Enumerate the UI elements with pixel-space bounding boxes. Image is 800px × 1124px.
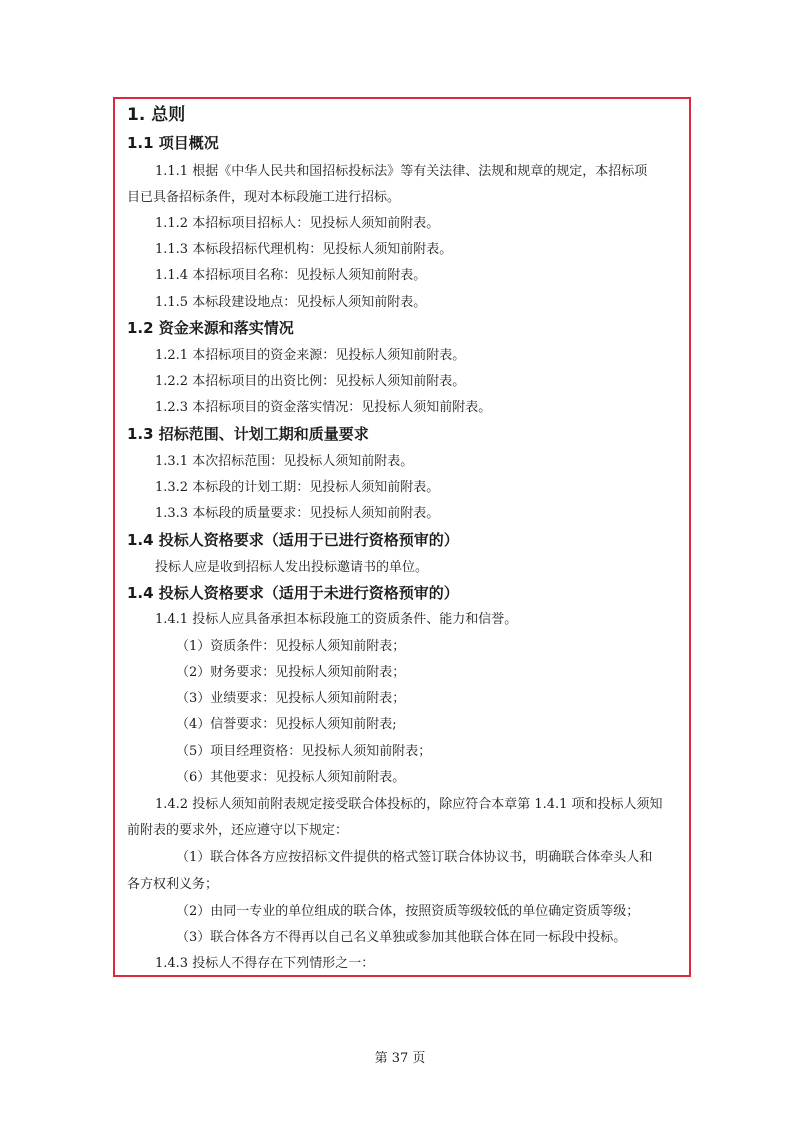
paragraph-1-4-2-line1: 1.4.2 投标人须知前附表规定接受联合体投标的，除应符合本章第 1.4.1 项和投标人须知 <box>155 797 663 812</box>
subsection-title-1-3: 1.3 招标范围、计划工期和质量要求 <box>127 425 369 443</box>
paragraph-1-4-3: 1.4.3 投标人不得存在下列情形之一： <box>155 956 375 971</box>
consortium-rule-3: （3）联合体各方不得再以自己名义单独或参加其他联合体在同一标段中投标。 <box>176 930 627 945</box>
subsection-title-1-2: 1.2 资金来源和落实情况 <box>127 319 294 337</box>
list-item: （2）财务要求：见投标人须知前附表； <box>176 665 406 680</box>
paragraph-1-2-3: 1.2.3 本招标项目的资金落实情况：见投标人须知前附表。 <box>155 400 492 415</box>
list-item: （4）信誉要求：见投标人须知前附表; <box>176 717 397 732</box>
list-item: （5）项目经理资格：见投标人须知前附表； <box>176 744 432 759</box>
paragraph-1-1-1-line2: 目已具备招标条件，现对本标段施工进行招标。 <box>127 190 401 205</box>
subsection-title-1-4-prequalified: 1.4 投标人资格要求（适用于已进行资格预审的） <box>127 531 459 549</box>
paragraph-1-4-prequalified: 投标人应是收到招标人发出投标邀请书的单位。 <box>155 560 429 575</box>
paragraph-1-2-2: 1.2.2 本招标项目的出资比例：见投标人须知前附表。 <box>155 374 466 389</box>
page-number: 第 37 页 <box>374 1051 426 1066</box>
paragraph-1-1-3: 1.1.3 本标段招标代理机构：见投标人须知前附表。 <box>155 242 453 257</box>
consortium-rule-1-line2: 各方权利义务； <box>127 877 219 892</box>
list-item: （6）其他要求：见投标人须知前附表。 <box>176 770 406 785</box>
subsection-title-1-4-not-prequalified: 1.4 投标人资格要求（适用于未进行资格预审的） <box>127 584 459 602</box>
paragraph-1-3-1: 1.3.1 本次招标范围：见投标人须知前附表。 <box>155 454 414 469</box>
paragraph-1-1-5: 1.1.5 本标段建设地点：见投标人须知前附表。 <box>155 295 427 310</box>
paragraph-1-4-2-line2: 前附表的要求外，还应遵守以下规定： <box>127 823 349 838</box>
consortium-rule-1-line1: （1）联合体各方应按招标文件提供的格式签订联合体协议书，明确联合体牵头人和 <box>176 850 653 865</box>
list-item: （1）资质条件：见投标人须知前附表； <box>176 639 406 654</box>
consortium-rule-2: （2）由同一专业的单位组成的联合体，按照资质等级较低的单位确定资质等级； <box>176 904 640 919</box>
section-heading: 1. 总则 <box>127 105 186 125</box>
subsection-title-1-1: 1.1 项目概况 <box>127 134 219 152</box>
paragraph-1-1-2: 1.1.2 本招标项目招标人：见投标人须知前附表。 <box>155 216 440 231</box>
paragraph-1-1-4: 1.1.4 本招标项目名称：见投标人须知前附表。 <box>155 268 427 283</box>
paragraph-1-3-2: 1.3.2 本标段的计划工期：见投标人须知前附表。 <box>155 480 440 495</box>
list-item: （3）业绩要求：见投标人须知前附表； <box>176 691 406 706</box>
paragraph-1-4-1: 1.4.1 投标人应具备承担本标段施工的资质条件、能力和信誉。 <box>155 612 518 627</box>
paragraph-1-1-1-line1: 1.1.1 根据《中华人民共和国招标投标法》等有关法律、法规和规章的规定，本招标项 <box>155 164 648 179</box>
paragraph-1-3-3: 1.3.3 本标段的质量要求：见投标人须知前附表。 <box>155 506 440 521</box>
paragraph-1-2-1: 1.2.1 本招标项目的资金来源：见投标人须知前附表。 <box>155 348 466 363</box>
